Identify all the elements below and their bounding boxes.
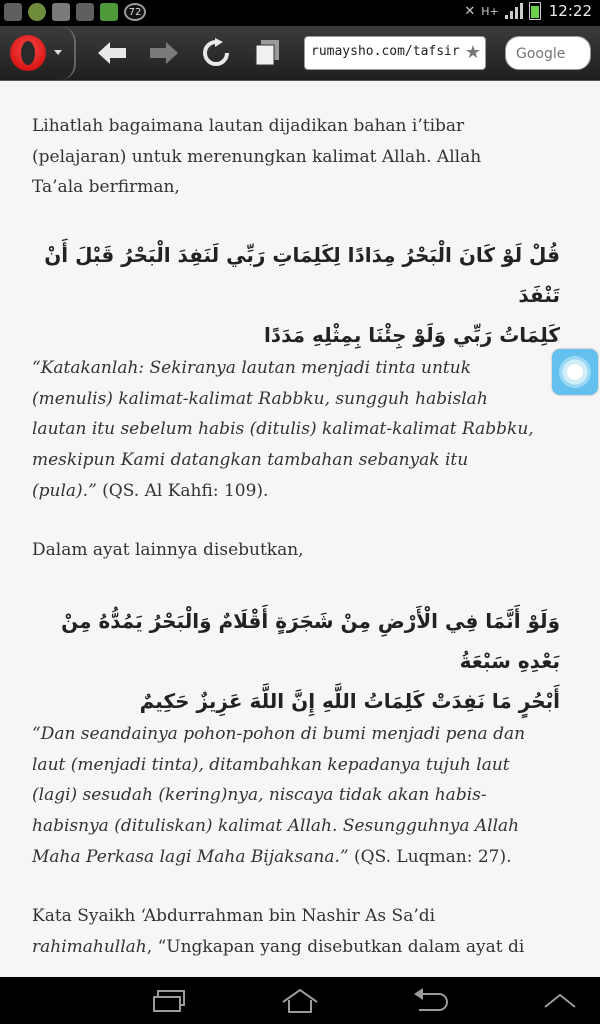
ayah1-line-2: كَلِمَاتُ رَبِّي وَلَوْ جِئْنَا بِمِثْلِهِ مَدَدًا xyxy=(263,323,560,347)
search-input[interactable] xyxy=(514,41,588,67)
bbm-notification-icon xyxy=(100,3,118,21)
translation2-line-2: laut (menjadi tinta), ditambahkan kepadanya tujuh laut xyxy=(32,754,510,775)
circle-icon xyxy=(559,356,591,388)
address-bar[interactable] xyxy=(304,36,486,70)
translation1-line-3: lautan itu sebelum habis (ditulis) kalimat-kalimat Rabbku, xyxy=(32,419,534,440)
forward-button[interactable] xyxy=(148,38,180,68)
tabs-icon xyxy=(253,38,283,68)
ayah-al-kahfi-109 xyxy=(40,235,560,355)
app-notification-icon xyxy=(28,3,46,21)
paragraph-2-text: Dalam ayat lainnya disebutkan, xyxy=(32,540,304,560)
translation-luqman xyxy=(32,719,552,873)
back-arrow-icon xyxy=(96,40,128,66)
clock: 12:22 xyxy=(548,2,592,20)
translation2-line-3: (lagi) sesudah (kering)nya, niscaya tidak akan habis- xyxy=(32,785,487,806)
floating-assistive-button[interactable] xyxy=(552,349,598,395)
paragraph-3 xyxy=(32,901,552,962)
translation2-line-4: habisnya (dituliskan) kalimat Allah. Sesungguhnya Allah xyxy=(32,816,520,837)
intro-line-3: Ta’ala berfirman, xyxy=(32,177,180,198)
translation1-line-1: “Katakanlah: Sekiranya lautan menjadi tinta untuk xyxy=(32,358,471,378)
ayah2-line-1: وَلَوْ أَنَّمَا فِي الْأَرْضِ مِنْ شَجَرَةٍ أَقْلَامٌ وَالْبَحْرُ يَمُدُّهُ مِنْ بَعْدِهِ سَبْعَةُ xyxy=(61,609,560,673)
battery-icon xyxy=(529,2,541,20)
notification-count-badge: 72 xyxy=(124,3,146,21)
recent-apps-button[interactable] xyxy=(145,985,195,1017)
paragraph-3-line-1: Kata Syaikh ‘Abdurrahman bin Nashir As Sa’di xyxy=(32,906,436,926)
tabs-button[interactable] xyxy=(252,38,284,68)
bookmark-star-icon[interactable]: ★ xyxy=(464,42,481,63)
translation2-line-5 xyxy=(32,842,552,873)
opera-menu-button[interactable] xyxy=(8,32,68,74)
mute-icon: ✕ xyxy=(464,3,476,19)
translation2-line-1: “Dan seandainya pohon-pohon di bumi menjadi pena dan xyxy=(32,724,526,744)
translation1-line-5 xyxy=(32,476,552,507)
chevron-up-icon xyxy=(543,991,577,1011)
reference-al-kahfi: (QS. Al Kahfi: 109). xyxy=(96,480,269,501)
expand-button[interactable] xyxy=(535,985,585,1017)
recent-apps-icon xyxy=(152,989,188,1013)
reference-luqman: (QS. Luqman: 27). xyxy=(348,846,512,867)
message-notification-icon xyxy=(76,3,94,21)
honorific: rahimahullah xyxy=(32,936,147,957)
toolbar-divider xyxy=(60,26,76,80)
reload-icon xyxy=(201,38,231,68)
system-navigation-bar xyxy=(0,977,600,1024)
url-text: rumaysho.com/tafsir xyxy=(311,44,460,59)
translation1-closing: (pula).” xyxy=(32,480,97,501)
back-nav-icon xyxy=(411,988,449,1014)
intro-paragraph xyxy=(32,111,552,203)
opera-logo-icon xyxy=(10,35,46,71)
home-icon xyxy=(280,988,320,1014)
intro-line-1: Lihatlah bagaimana lautan dijadikan bahan i’tibar xyxy=(32,116,465,136)
network-type-label: H+ xyxy=(481,4,499,18)
translation-al-kahfi xyxy=(32,353,552,507)
back-button[interactable] xyxy=(96,38,128,68)
back-nav-button[interactable] xyxy=(405,985,455,1017)
status-bar xyxy=(0,0,600,26)
translation1-line-2: (menulis) kalimat-kalimat Rabbku, sungguh habislah xyxy=(32,388,488,409)
paragraph-2 xyxy=(32,535,552,566)
paragraph-3-line-2 xyxy=(32,932,552,963)
ayah-luqman-27 xyxy=(40,601,560,721)
signal-icon xyxy=(505,3,523,19)
intro-line-2: (pelajaran) untuk merenungkan kalimat Allah. Allah xyxy=(32,146,482,167)
translation2-closing: Maha Perkasa lagi Maha Bijaksana.” xyxy=(32,846,349,867)
home-button[interactable] xyxy=(275,985,325,1017)
gallery-notification-icon xyxy=(52,3,70,21)
paragraph-3-line-2-rest: , “Ungkapan yang disebutkan dalam ayat di xyxy=(146,936,525,957)
ayah1-line-1: قُلْ لَوْ كَانَ الْبَحْرُ مِدَادًا لِكَلِمَاتِ رَبِّي لَنَفِدَ الْبَحْرُ قَبْلَ أَنْ تَنْفَدَ xyxy=(44,243,560,307)
chat-notification-icon xyxy=(4,3,22,21)
page-content xyxy=(0,81,600,977)
ayah2-line-2: أَبْحُرٍ مَا نَفِدَتْ كَلِمَاتُ اللَّهِ إِنَّ اللَّهَ عَزِيزٌ حَكِيمٌ xyxy=(139,689,560,713)
reload-button[interactable] xyxy=(200,38,232,68)
forward-arrow-icon xyxy=(148,40,180,66)
browser-toolbar xyxy=(0,26,600,81)
search-box[interactable] xyxy=(505,36,591,70)
translation1-line-4: meskipun Kami datangkan tambahan sebanyak itu xyxy=(32,450,469,471)
